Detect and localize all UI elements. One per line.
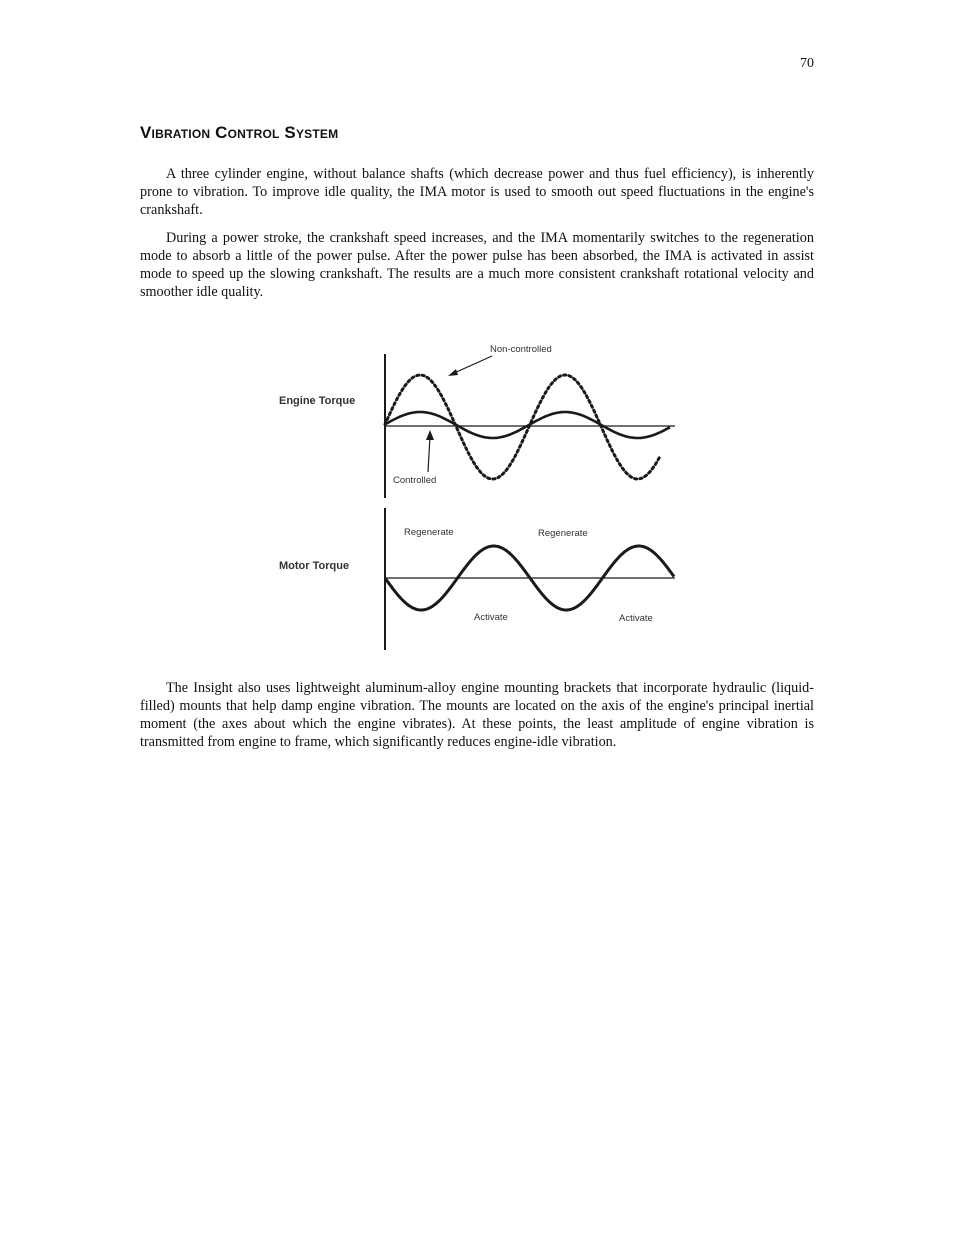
page-number: 70 [800,56,814,71]
non-controlled-annotation: Non-controlled [490,344,552,355]
motor-torque-label: Motor Torque [279,560,350,572]
regenerate-label-1: Regenerate [404,527,454,538]
paragraph-1: A three cylinder engine, without balance shafts (which decrease power and thus fuel efficiency), is inherently prone to vibration. To improve idle quality, the IMA motor is used to smooth out speed fluctuations in the engine's crankshaft. [140,166,814,218]
non-controlled-curve [385,375,660,479]
section-heading: Vibration Control System [140,123,339,142]
activate-label-1: Activate [474,612,508,623]
vibration-control-figure [270,330,690,660]
controlled-annotation: Controlled [393,475,437,486]
regenerate-label-2: Regenerate [538,528,588,539]
paragraph-2: During a power stroke, the crankshaft speed increases, and the IMA momentarily switches to the regeneration mode to absorb a little of the power pulse. After the power pulse has been absorbed, the IMA is activated in assist mode to speed up the slowing crankshaft. The results are a much more consistent crankshaft rotational velocity and smoother idle quality. [140,230,814,300]
controlled-arrowhead [426,430,434,440]
non-controlled-arrowhead [448,369,458,376]
engine-torque-label: Engine Torque [279,395,356,407]
non-controlled-pointer [452,356,492,374]
controlled-curve [385,412,670,438]
activate-label-2: Activate [619,613,653,624]
paragraph-3: The Insight also uses lightweight aluminum-alloy engine mounting brackets that incorporate hydraulic (liquid-filled) mounts that help damp engine vibration. The mounts are located on the axis of the engine's principal inertial moment (the axes about which the engine vibrates). At these points, the least amplitude of engine vibration is transmitted from engine to frame, which significantly reduces engine-idle vibration. [140,680,814,750]
controlled-pointer [428,436,430,472]
